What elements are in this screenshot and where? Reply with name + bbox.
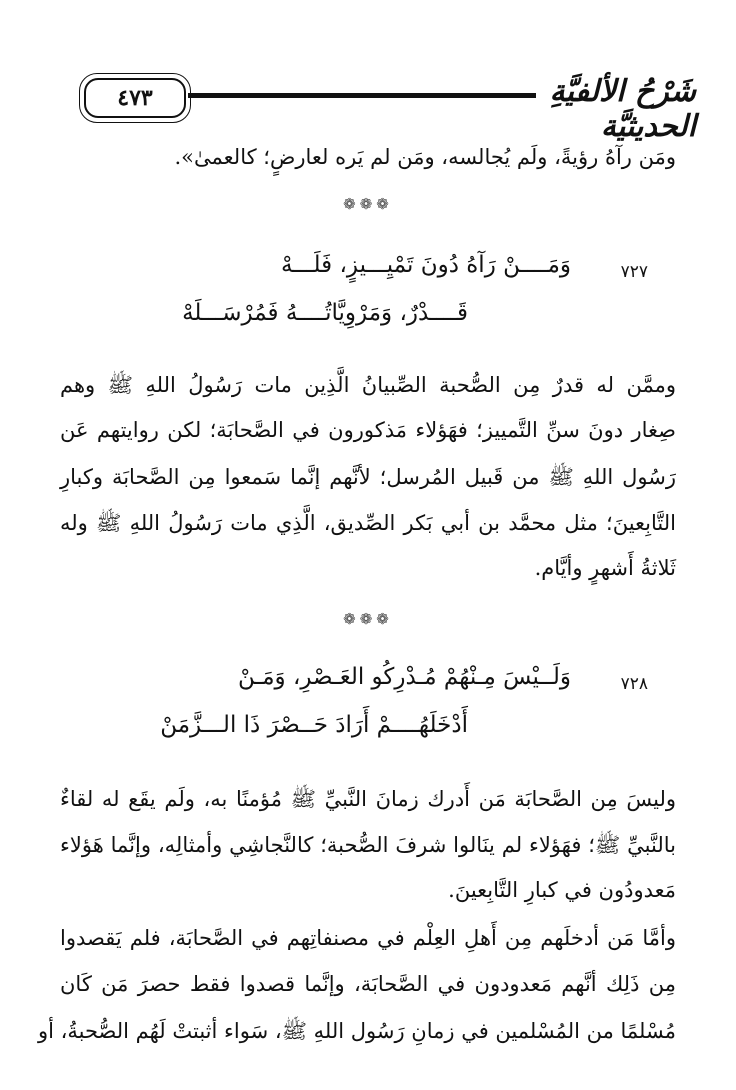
verse-second-hemistich: أَدْخَلَهُــــمْ أَرَادَ حَــصْرَ ذَا الـــزَّمَنْ	[160, 712, 468, 738]
paragraph-line: مِن ذَلِك أنَّهم مَعدودون في الصَّحابَة، وإنَّما قصدوا فقط حصرَ مَن كَان	[60, 972, 676, 996]
page-number: ٤٧٣	[117, 85, 153, 111]
verse-number: ٧٢٧	[620, 262, 648, 282]
commentary-line: ثَلاثةُ أَشهرٍ وأيَّام.	[534, 556, 676, 580]
verse-number: ٧٢٨	[620, 674, 648, 694]
commentary-line: بالنَّبيِّ ﷺ؛ فهَؤلاء لم ينَالوا شرفَ الصُّحبة؛ كالنَّجاشِي وأمثالِه، وإنَّما هَؤلاء	[60, 833, 676, 857]
page-header	[76, 70, 696, 144]
page-number-frame	[84, 78, 186, 118]
commentary-line: التَّابِعينَ؛ مثل محمَّد بن أبي بَكر الصِّديق، الَّذِي مات رَسُولُ اللهِ ﷺ وله	[60, 511, 676, 535]
header-rule	[188, 93, 536, 98]
book-title: شَرْحُ الألفيَّةِ الحديثيَّة	[549, 74, 696, 144]
separator-ornament: ❁❁❁	[343, 195, 393, 213]
commentary-line: رَسُول اللهِ ﷺ من قَبيل المُرسل؛ لأنَّهم إنَّما سَمعوا مِن الصَّحابَة وكبارِ	[60, 465, 676, 489]
commentary-line: وممَّن له قدرٌ مِن الصُّحبة الصِّبيانُ الَّذِين مات رَسُولُ اللهِ ﷺ وهم	[60, 373, 676, 397]
paragraph-line: مُسْلمًا من المُسْلمين في زمانِ رَسُول اللهِ ﷺ، سَواء أثبتتْ لَهُم الصُّحبةُ، أو	[37, 1019, 676, 1043]
commentary-line: صِغار دونَ سنِّ التَّمييز؛ فهَؤلاء مَذكورون في الصَّحابَة؛ لكن روايتهم عَن	[60, 418, 676, 442]
verse-first-hemistich: وَلَــيْسَ مِـنْهُمْ مُـدْرِكُو العَـصْرِ، وَمَـنْ	[237, 664, 571, 690]
separator-ornament: ❁❁❁	[343, 610, 393, 628]
paragraph-line: وأمَّا مَن أدخلَهم مِن أَهلِ العِلْم في مصنفاتِهم في الصَّحابَة، فلم يَقصدوا	[60, 926, 676, 950]
intro-line: ومَن رآهُ رؤيةً، ولَم يُجالسه، ومَن لم يَره لعارضٍ؛ كالعمىٰ».	[174, 145, 676, 169]
verse-second-hemistich: قَــــدْرٌ، وَمَرْوِيَّاتُــــهُ فَمُرْسَـــلَهْ	[182, 300, 468, 326]
commentary-line: وليسَ مِن الصَّحابَة مَن أَدرك زمانَ النَّبيِّ ﷺ مُؤمنًا به، ولَم يقَع له لقاءٌ	[60, 787, 676, 811]
commentary-line: مَعدودُون في كبارِ التَّابِعينَ.	[448, 878, 676, 902]
verse-first-hemistich: وَمَــــنْ رَآهُ دُونَ تَمْيِـــيزٍ، فَلَـــهْ	[281, 252, 571, 278]
